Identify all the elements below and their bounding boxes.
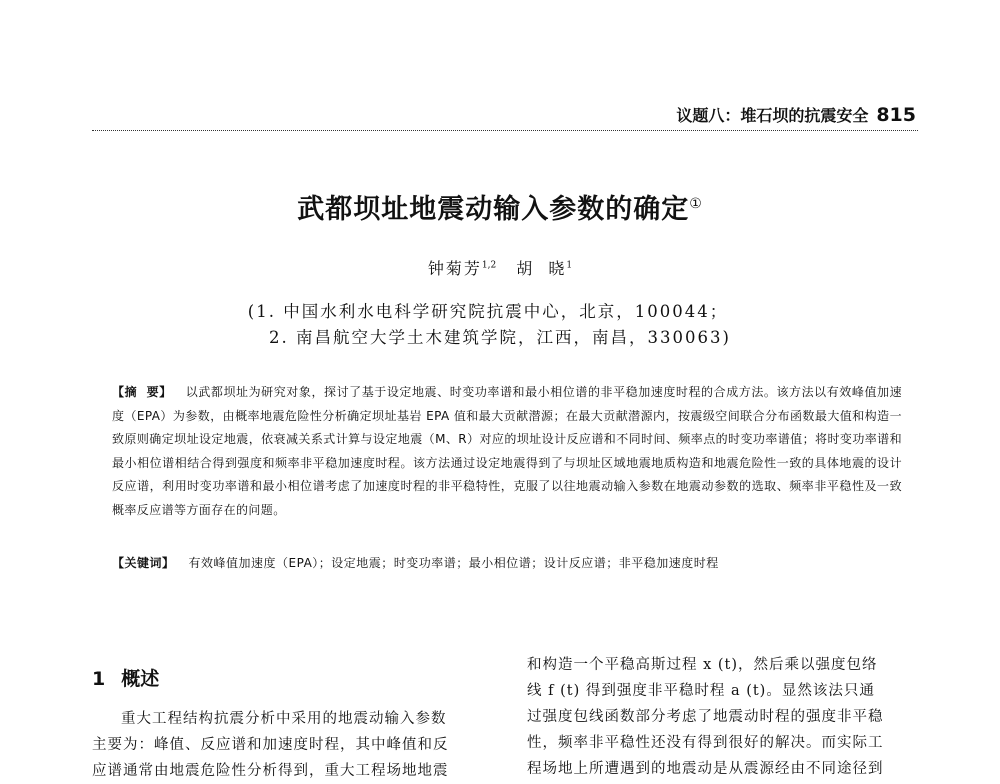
affiliation-line: (1. 中国水利水电科学研究院抗震中心，北京，100044； [247, 302, 729, 321]
right-column-text [527, 652, 927, 782]
body-line: 重大工程结构抗震分析中采用的地震动输入参数 [121, 711, 447, 727]
abstract [112, 381, 902, 522]
body-line: 性，频率非平稳性还没有得到很好的解决。而实际工 [527, 735, 884, 751]
body-line: 过强度包线函数部分考虑了地震动时程的强度非平稳 [527, 709, 884, 725]
abstract-text: 以武都坝址为研究对象，探讨了基于设定地震、时变功率谱和最小相位谱的非平稳加速度时程的合成方法。该方法以有效峰值加速度（EPA）为参数，由概率地震危险性分析确定坝址基岩 EPA 值和最大贡献潜源；在最大贡献潜源内，按震级空间联合分布函数最大值和构造一致原则确定坝址设定地震，依衰减关系式计算与设定地震（M、R）对应的坝址设计反应谱和不同时间、频率点的时变功率谱值；将时变功率谱和最小相位谱相结合得到强度和频率非平稳加速度时程。该方法通过设定地震得到了与坝址区域地震地质构造和地震危险性一致的具体地震的设计反应谱，利用时变功率谱和最小相位谱考虑了加速度时程的非平稳特性，克服了以往地震动输入参数在地震动参数的选取、频率非平稳性及一致概率反应谱等方面存在的问题。 [112, 385, 902, 517]
abstract-label: 【摘 要】 [112, 385, 172, 399]
left-column-text [92, 706, 492, 784]
author-name: 钟菊芳 [427, 259, 482, 278]
keywords-text: 有效峰值加速度（EPA）；设定地震；时变功率谱；最小相位谱；设计反应谱；非平稳加速度时程 [188, 556, 719, 570]
author-name: 胡 晓 [516, 259, 567, 278]
section-heading [92, 664, 159, 691]
author-affiliation-mark: 1 [566, 260, 573, 271]
body-line: 主要为：峰值、反应谱和加速度时程，其中峰值和反 [92, 737, 449, 753]
paper-title [0, 187, 1000, 226]
keywords-label: 【关键词】 [112, 556, 175, 570]
page-number: 815 [876, 104, 916, 126]
body-line: 线 f (t) 得到强度非平稳时程 a (t)。显然该法只通 [527, 683, 875, 699]
affiliation-line: 2. 南昌航空大学土木建筑学院，江西，南昌，330063) [269, 328, 731, 347]
running-header [596, 103, 916, 126]
body-line: 程场地上所遭遇到的地震动是从震源经由不同途径到 [527, 761, 884, 777]
title-footnote-mark: ① [689, 196, 703, 212]
title-text: 武都坝址地震动输入参数的确定 [297, 194, 690, 225]
header-divider [92, 130, 918, 131]
body-line: 应谱通常由地震危险性分析得到，重大工程场地地震 [92, 763, 449, 779]
section-number: 1 [92, 668, 106, 690]
author-affiliation-mark: 1,2 [481, 260, 497, 271]
author-list [0, 256, 1000, 279]
section-title: 概述 [121, 668, 160, 690]
keywords [112, 554, 902, 571]
body-line: 和构造一个平稳高斯过程 x (t)，然后乘以强度包络 [527, 657, 878, 673]
header-section: 议题八：堆石坝的抗震安全 [676, 106, 869, 125]
